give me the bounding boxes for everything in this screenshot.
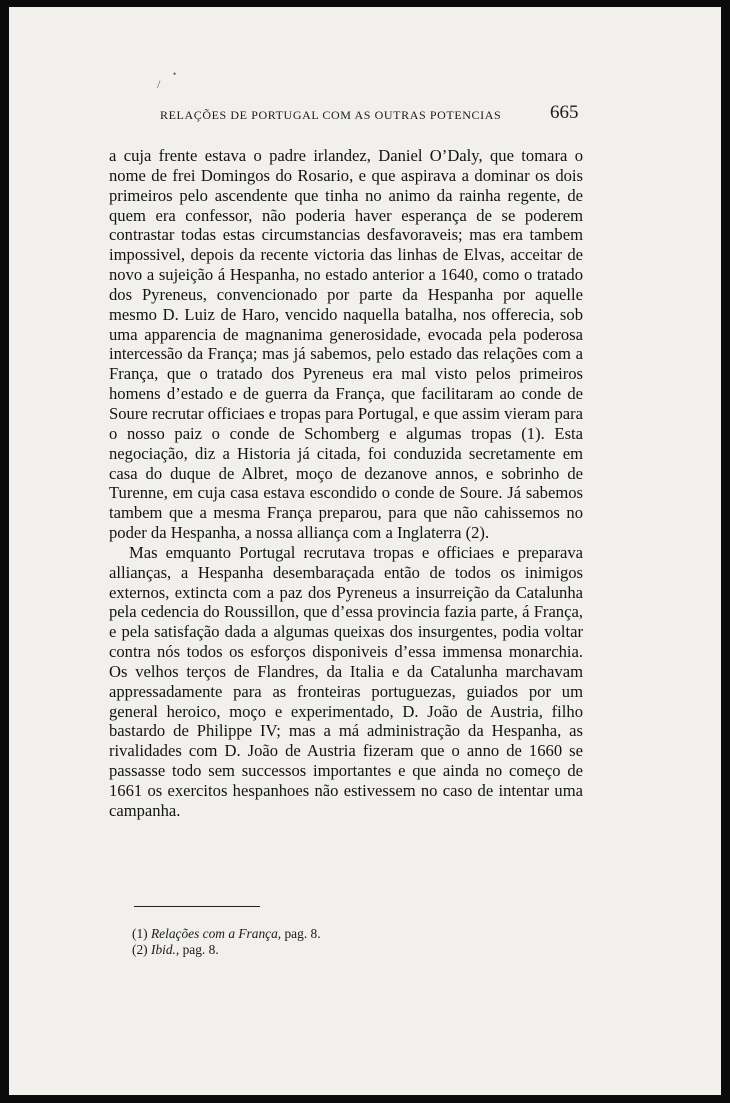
footnotes [132, 926, 552, 958]
paragraph: Mas emquanto Portugal recrutava tropas e officiaes e preparava allianças, a Hespanha desembaraçada então de todos os inimigos externos, extincta com a paz dos Pyreneus a insurreição da Catalunha pela cedencia do Roussillon, que d’essa provincia fazia parte, á França, e pela satisfação dada a algumas queixas dos insurgentes, podia voltar contra nós todos os esforços disponiveis d’essa immensa monarchia. Os velhos terços de Flandres, da Italia e da Catalunha marchavam appressadamente para as fronteiras portuguezas, guiados por um general heroico, moço e experimentado, D. João de Austria, filho bastardo de Philippe IV; mas a má administração da Hespanha, as rivalidades com D. João de Austria fizeram que o anno de 1660 se passasse todo sem successos importantes e que ainda no começo de 1661 os exercitos hespanhoes não estivessem no caso de intentar uma campanha. [109, 542, 583, 820]
footnote-text: pag. 8. [179, 942, 219, 957]
footnote-rule [134, 906, 260, 907]
footnote-marker: (1) [132, 926, 148, 941]
paragraph: a cuja frente estava o padre irlandez, Daniel O’Daly, que tomara o nome de frei Domingos do Rosario, e que aspirava a dominar os dois primeiros pelo ascendente que tinha no animo da rainha regente, de quem era confessor, não poderia haver esperança de se poderem contrastar todas estas circumstancias desfavoraveis; mas era tambem impossivel, depois da recente victoria das linhas de Elvas, acceitar de novo a sujeição á Hespanha, no estado anterior a 1640, como o tratado dos Pyreneus, convencionado por parte da Hespanha por aquelle mesmo D. Luiz de Haro, vencido naquella batalha, nos offerecia, sob uma apparencia de magnanima generosidade, evocada pela poderosa intercessão da França; mas já sabemos, pelo estado das relações com a França, que o tratado dos Pyreneus era mal visto pelos primeiros homens d’estado e de guerra da França, que facilitaram ao conde de Soure recrutar officiaes e tropas para Portugal, e que assim vieram para o nosso paiz o conde de Schomberg e algumas tropas (1). Esta negociação, diz a Historia já citada, foi conduzida secretamente em casa do duque de Albret, moço de dezanove annos, e sobrinho de Turenne, em cuja casa estava escondido o conde de Soure. Já sabemos tambem que a mesma França preparou, para que não cahissemos no poder da Hespanha, a nossa alliança com a Inglaterra (2). [109, 146, 583, 543]
paper-speck: • [173, 69, 177, 79]
footnote-title: Ibid., [150, 942, 180, 957]
footnote-marker: (2) [132, 942, 148, 957]
running-title: RELAÇÕES DE PORTUGAL COM AS OUTRAS POTENCIAS [160, 108, 502, 122]
page-number: 665 [550, 102, 579, 123]
footnote-title: Relações com a França, [150, 926, 282, 941]
footnote [132, 942, 552, 958]
body-text [109, 146, 583, 821]
paper-speck: / [157, 77, 161, 91]
footnote [132, 926, 552, 942]
footnote-text: pag. 8. [281, 926, 321, 941]
